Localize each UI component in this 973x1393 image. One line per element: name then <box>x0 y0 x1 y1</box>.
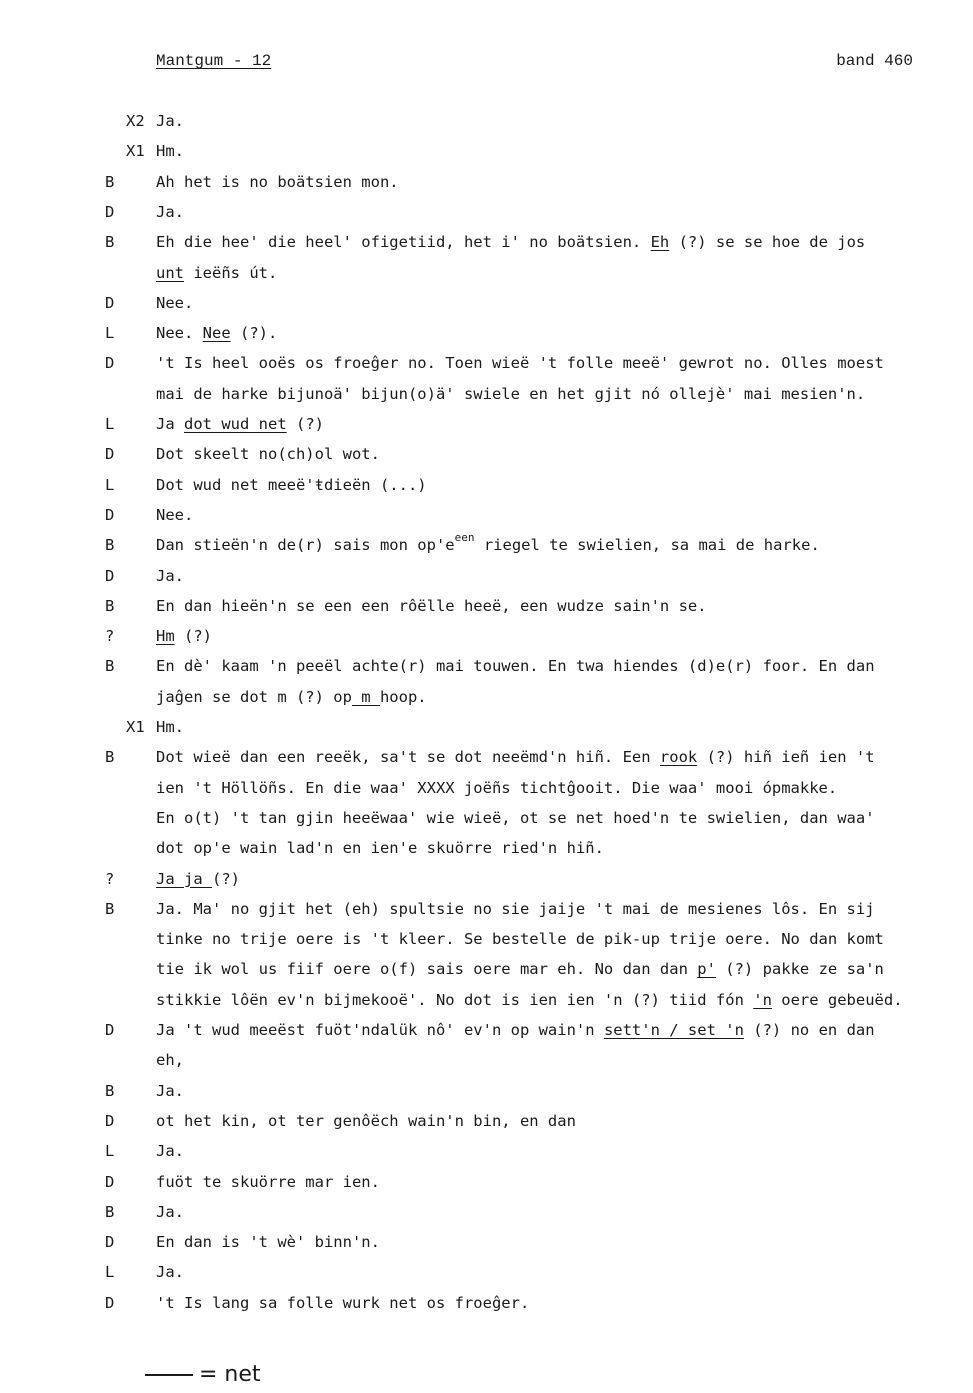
speaker-label: B <box>105 1081 115 1100</box>
speaker-label: ? <box>105 869 115 888</box>
speaker-label: L <box>105 1142 115 1161</box>
transcript-line <box>0 1106 973 1136</box>
utterance-text: Ja ja (?) <box>156 869 240 888</box>
utterance-text: Ja. <box>156 566 184 585</box>
utterance-text: Ja. <box>156 1081 184 1100</box>
utterance-text: Ja. <box>156 1142 184 1161</box>
utterance-text: Nee. <box>156 505 194 524</box>
utterance-text: Ah het is no boätsien mon. <box>156 172 399 191</box>
underline-sample <box>145 1374 193 1376</box>
transcript-line <box>0 318 973 348</box>
speaker-label: L <box>105 1263 115 1282</box>
transcript-line <box>0 409 973 439</box>
transcript-line <box>0 985 973 1015</box>
speaker-label: D <box>105 1172 115 1191</box>
transcript-line <box>0 470 973 500</box>
speaker-label: B <box>105 233 115 252</box>
speaker-label: X1 <box>126 718 145 736</box>
speaker-label: B <box>105 536 115 555</box>
utterance-text: Ja 't wud meeëst fuöt'ndalük nô' ev'n op wain'n sett'n / set 'n (?) no en dan <box>156 1021 875 1039</box>
speaker-label: D <box>105 354 115 373</box>
utterance-text: Dot skeelt no(ch)ol wot. <box>156 445 380 464</box>
utterance-text: En dan hieën'n se een een rôëlle heeë, een wudze sain'n se. <box>156 596 707 615</box>
utterance-text: eh, <box>156 1051 184 1070</box>
transcript-line <box>0 379 973 409</box>
utterance-text: Nee. <box>156 293 194 312</box>
utterance-text: stikkie lôën ev'n bijmekooë'. No dot is ien ien 'n (?) tiid fón 'n oere gebeuëd. <box>156 990 903 1009</box>
transcript-line <box>0 924 973 954</box>
transcript-line <box>0 1076 973 1106</box>
speaker-label: D <box>105 202 115 221</box>
legend-text: = net <box>199 1362 261 1387</box>
utterance-text: Dot wieë dan een reeëk, sa't se dot neeëmd'n hiñ. Een rook (?) hiñ ieñ ien 't <box>156 748 875 767</box>
transcript-line <box>0 651 973 681</box>
transcript-line <box>0 136 973 166</box>
transcript-line <box>0 1227 973 1257</box>
transcript-line <box>0 500 973 530</box>
speaker-label: X2 <box>126 112 145 130</box>
speaker-label: B <box>105 748 115 767</box>
transcript-line <box>0 1288 973 1318</box>
utterance-text: 't Is heel ooës os froeĝer no. Toen wieë 't folle meeë' gewrot no. Olles moest <box>156 354 884 373</box>
utterance-text: tie ik wol us fiif oere o(f) sais oere mar eh. No dan dan p' (?) pakke ze sa'n <box>156 960 884 979</box>
speaker-label: ? <box>105 627 115 646</box>
transcript-line <box>0 742 973 772</box>
transcript-line <box>0 803 973 833</box>
utterance-text: Ja dot wud net (?) <box>156 415 324 433</box>
speaker-label: L <box>105 475 115 494</box>
utterance-text: Ja. <box>156 202 184 221</box>
transcript-line <box>0 682 973 712</box>
transcript-line <box>0 439 973 469</box>
utterance-text: Ja. <box>156 1263 184 1282</box>
utterance-text: Ja. <box>156 1202 184 1221</box>
transcript-line <box>0 1136 973 1166</box>
utterance-continuation: riegel te swielien, sa mai de harke. <box>474 536 820 555</box>
speaker-label: X1 <box>126 142 145 161</box>
utterance-text: Nee. Nee (?). <box>156 324 278 343</box>
utterance-text: Dan stieën'n de(r) sais mon $op'e^{een}$ riegel te swielien, sa mai de harke. <box>156 531 820 555</box>
utterance-text: mai de harke bijunoä' bijun(o)ä' swiele en het gjit nó ollejè' mai mesien'n. <box>156 384 866 403</box>
utterance-text: En dè' kaam 'n peeël achte(r) mai touwen. En twa hiendes (d)e(r) foor. En dan <box>156 657 875 676</box>
transcript-line <box>0 227 973 257</box>
utterance-text: Dot wud net meeë'ŧdieën (...) <box>156 475 427 494</box>
legend <box>145 1362 261 1387</box>
transcript-line <box>0 197 973 227</box>
transcript-line <box>0 954 973 984</box>
speaker-label: D <box>105 1021 115 1039</box>
transcript-line <box>0 1045 973 1075</box>
speaker-label: B <box>105 172 115 191</box>
speaker-label: D <box>105 445 115 464</box>
speaker-label: L <box>105 415 115 433</box>
transcript-line <box>0 894 973 924</box>
transcript-line <box>0 1015 973 1045</box>
utterance-text: Eh die hee' die heel' ofigetiid, het i' no boätsien. Eh (?) se se hoe de jos <box>156 233 866 252</box>
transcript-line <box>0 1167 973 1197</box>
utterance-text: En dan is 't wè' binn'n. <box>156 1233 380 1252</box>
utterance-text: tinke no trije oere is 't kleer. Se bestelle de pik-up trije oere. No dan komt <box>156 930 884 949</box>
transcript-line <box>0 712 973 742</box>
transcript-line <box>0 348 973 378</box>
transcript-line <box>0 773 973 803</box>
speaker-label: D <box>105 1293 115 1312</box>
speaker-label: D <box>105 1233 115 1252</box>
speaker-label: D <box>105 293 115 312</box>
utterance-text: Hm. <box>156 142 184 161</box>
utterance-text: 't Is lang sa folle wurk net os froeĝer. <box>156 1293 530 1312</box>
header-band: band 460 <box>836 52 913 70</box>
utterance-text: Hm (?) <box>156 627 212 646</box>
speaker-label: B <box>105 899 115 918</box>
utterance-text: ot het kin, ot ter genôëch wain'n bin, en dan <box>156 1111 576 1130</box>
transcript-line <box>0 530 973 560</box>
utterance-text: Ja. Ma' no gjit het (eh) spultsie no sie jaije 't mai de mesienes lôs. En sij <box>156 899 875 918</box>
speaker-label: B <box>105 1202 115 1221</box>
utterance-text: En o(t) 't tan gjin heeëwaa' wie wieë, ot se net hoed'n te swielien, dan waa' <box>156 808 875 827</box>
speaker-label: D <box>105 566 115 585</box>
transcript-line <box>0 561 973 591</box>
transcript-line <box>0 106 973 136</box>
header-title: Mantgum - 12 <box>156 52 272 70</box>
speaker-label: D <box>105 505 115 524</box>
transcript-line <box>0 167 973 197</box>
transcript-line <box>0 621 973 651</box>
transcript-line <box>0 1257 973 1287</box>
transcript-line <box>0 591 973 621</box>
speaker-label: B <box>105 596 115 615</box>
utterance-text: fuöt te skuörre mar ien. <box>156 1172 380 1191</box>
speaker-label: B <box>105 657 115 676</box>
speaker-label: D <box>105 1111 115 1130</box>
superscript-insert: een <box>454 531 475 545</box>
transcript-line <box>0 258 973 288</box>
utterance-text: jaĝen se dot m (?) op m hoop. <box>156 687 427 706</box>
transcript-line <box>0 833 973 863</box>
utterance-text: ien 't Höllöñs. En die waa' XXXX joëñs tichtĝooit. Die waa' mooi ópmakke. <box>156 778 838 797</box>
speaker-label: L <box>105 324 115 343</box>
transcript-line <box>0 864 973 894</box>
utterance-text: dot op'e wain lad'n en ien'e skuörre ried'n hiñ. <box>156 839 604 858</box>
utterance-text: Hm. <box>156 718 184 736</box>
utterance-text: unt ieëñs út. <box>156 263 278 282</box>
transcript-line <box>0 288 973 318</box>
transcript-line <box>0 1197 973 1227</box>
utterance-text: Ja. <box>156 112 184 130</box>
